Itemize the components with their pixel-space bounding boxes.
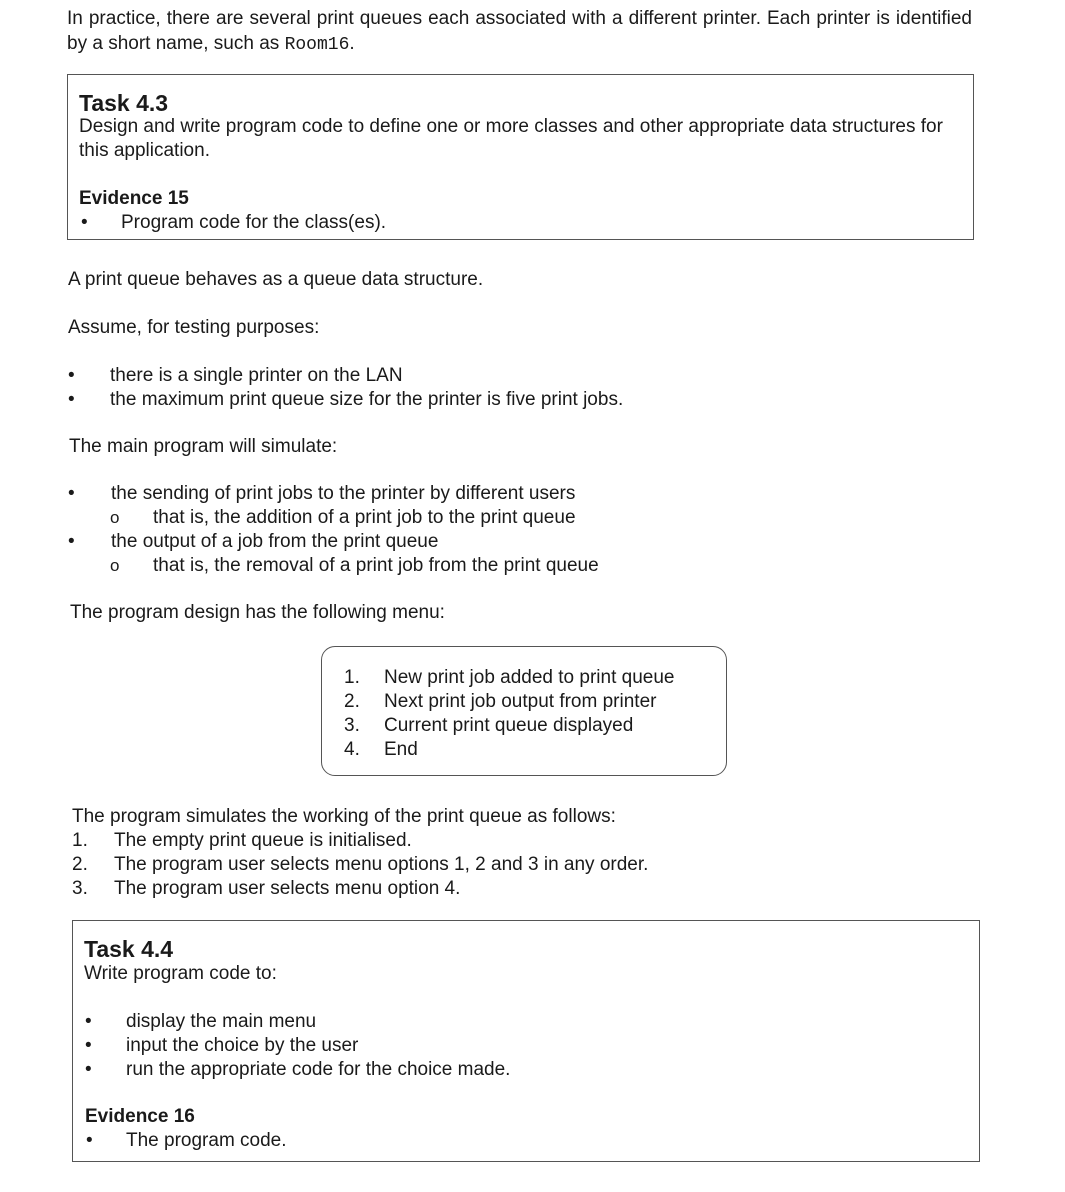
step-number: 2.	[72, 854, 88, 875]
bullet-marker: •	[68, 365, 75, 386]
step-item	[72, 829, 772, 853]
menu-option	[344, 690, 714, 714]
menu-option-number: 4.	[344, 739, 360, 760]
bullet-marker: •	[85, 1035, 92, 1056]
list-item	[85, 1058, 685, 1082]
evidence-15-title: Evidence 15	[79, 188, 189, 209]
task-4-3-title: Task 4.3	[79, 90, 169, 116]
menu-option-label: End	[384, 739, 418, 760]
task-item-text: run the appropriate code for the choice made.	[126, 1059, 511, 1080]
evidence-16-item: The program code.	[126, 1130, 287, 1151]
list-item	[68, 530, 768, 554]
step-item	[72, 853, 772, 877]
evidence-16-title: Evidence 16	[85, 1106, 195, 1127]
assumptions-list	[68, 364, 768, 412]
menu-option-label: Current print queue displayed	[384, 715, 634, 736]
simulate-text: the output of a job from the print queue	[111, 531, 439, 552]
menu-option-label: Next print job output from printer	[384, 691, 657, 712]
task-4-4-box	[72, 920, 980, 1162]
evidence-15-bullet: •	[81, 212, 88, 233]
task-item-text: input the choice by the user	[126, 1035, 359, 1056]
task-4-4-title: Task 4.4	[84, 936, 174, 962]
list-item	[68, 388, 768, 412]
steps-list	[72, 829, 772, 901]
bullet-marker: •	[68, 389, 75, 410]
simulate-list	[68, 482, 768, 578]
testing-assumption-paragraph: Assume, for testing purposes:	[68, 317, 320, 338]
bullet-marker: •	[85, 1011, 92, 1032]
bullet-marker: •	[68, 531, 75, 552]
evidence-16-bullet: •	[86, 1130, 93, 1151]
evidence-15-item: Program code for the class(es).	[121, 212, 387, 233]
task-4-4-description: Write program code to:	[84, 963, 277, 984]
queue-structure-paragraph: A print queue behaves as a queue data structure.	[68, 269, 484, 290]
intro-end: .	[349, 33, 355, 54]
step-text: The program user selects menu options 1, 2 and 3 in any order.	[114, 854, 649, 875]
task-4-4-list	[85, 1010, 685, 1082]
printer-name-example: Room16	[284, 35, 350, 55]
task-item-text: display the main menu	[126, 1011, 317, 1032]
list-item	[85, 1034, 685, 1058]
step-text: The program user selects menu option 4.	[114, 878, 461, 899]
simulation-steps-paragraph: The program simulates the working of the print queue as follows:	[72, 806, 616, 827]
simulate-text: the sending of print jobs to the printer by different users	[111, 483, 576, 504]
sub-list-item	[68, 506, 768, 530]
circle-marker: o	[110, 556, 120, 575]
list-item	[85, 1010, 685, 1034]
list-item	[68, 482, 768, 506]
menu-option	[344, 666, 714, 690]
step-number: 3.	[72, 878, 88, 899]
main-program-paragraph: The main program will simulate:	[69, 436, 338, 457]
menu-option-number: 2.	[344, 691, 360, 712]
menu-list	[344, 666, 714, 762]
menu-option-label: New print job added to print queue	[384, 667, 675, 688]
menu-option-number: 3.	[344, 715, 360, 736]
menu-option-number: 1.	[344, 667, 360, 688]
circle-marker: o	[110, 508, 120, 527]
sub-list-item	[68, 554, 768, 578]
menu-option	[344, 738, 714, 762]
step-number: 1.	[72, 830, 88, 851]
bullet-marker: •	[68, 483, 75, 504]
intro-text: In practice, there are several print queues each associated with a different printer. Each printer is identified by a short name, such as	[67, 8, 972, 54]
task-4-3-box	[67, 74, 974, 240]
step-text: The empty print queue is initialised.	[114, 830, 412, 851]
menu-option	[344, 714, 714, 738]
assumption-text: there is a single printer on the LAN	[110, 365, 403, 386]
program-menu-box	[321, 646, 727, 776]
task-4-3-description: Design and write program code to define one or more classes and other appropriate data structures for this application.	[79, 116, 943, 161]
simulate-sub-text: that is, the addition of a print job to the print queue	[153, 507, 576, 528]
assumption-text: the maximum print queue size for the printer is five print jobs.	[110, 389, 624, 410]
step-item	[72, 877, 772, 901]
simulate-sub-text: that is, the removal of a print job from the print queue	[153, 555, 599, 576]
menu-intro-paragraph: The program design has the following menu:	[70, 602, 445, 623]
list-item	[68, 364, 768, 388]
bullet-marker: •	[85, 1059, 92, 1080]
intro-paragraph	[67, 6, 972, 58]
